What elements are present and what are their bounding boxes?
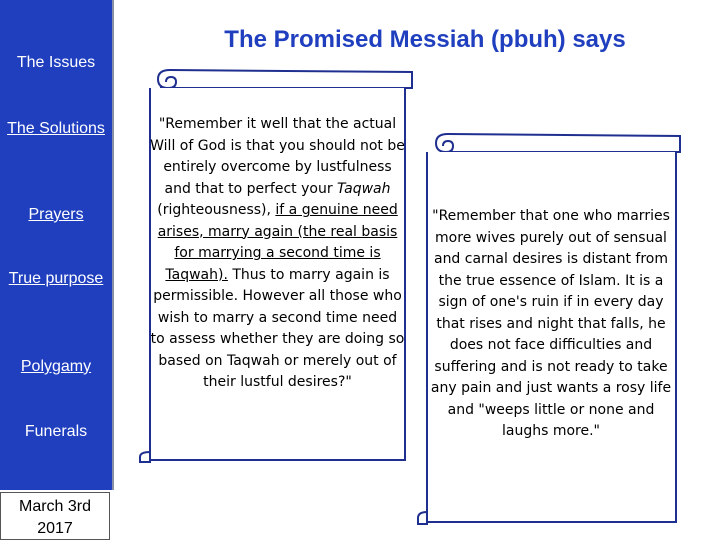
left-quote	[150, 114, 405, 394]
nav-true-purpose[interactable]: True purpose	[8, 270, 104, 287]
left-quote-underlined: if a genuine need arises, marry again (the real basis for marrying a second time is Taqwah).	[157, 202, 398, 283]
nav-the-issues[interactable]: The Issues	[16, 54, 96, 71]
left-quote-part2: (righteousness),	[157, 202, 276, 218]
nav-the-solutions[interactable]: The Solutions	[7, 120, 105, 137]
nav-polygamy[interactable]: Polygamy	[20, 358, 92, 375]
left-quote-part3: Thus to marry again is permissible. However all those who wish to marry a second time need to assess whether they are doing so based on Taqwah or merely out of their lustful desires?"	[150, 266, 405, 390]
right-quote: "Remember that one who marries more wives purely out of sensual and carnal desires is distant from the true essence of Islam. It is a sign of one's ruin if in every day that rises and night that falls, he does not face difficulties and suffering and is not ready to take any pain and just wants a rosy life and "weeps little or none and laughs more."	[430, 208, 672, 439]
page-title: The Promised Messiah (pbuh) says	[224, 26, 626, 53]
nav-prayers[interactable]: Prayers	[28, 206, 84, 223]
date-label: March 3rd 2017	[18, 498, 92, 537]
left-quote-taqwah: Taqwah	[337, 180, 391, 197]
nav-funerals[interactable]: Funerals	[24, 423, 88, 440]
left-quote-part1: "Remember it well that the actual Will of God is that you should not be entirely overcome by lustfulness and that to perfect your	[150, 116, 405, 197]
